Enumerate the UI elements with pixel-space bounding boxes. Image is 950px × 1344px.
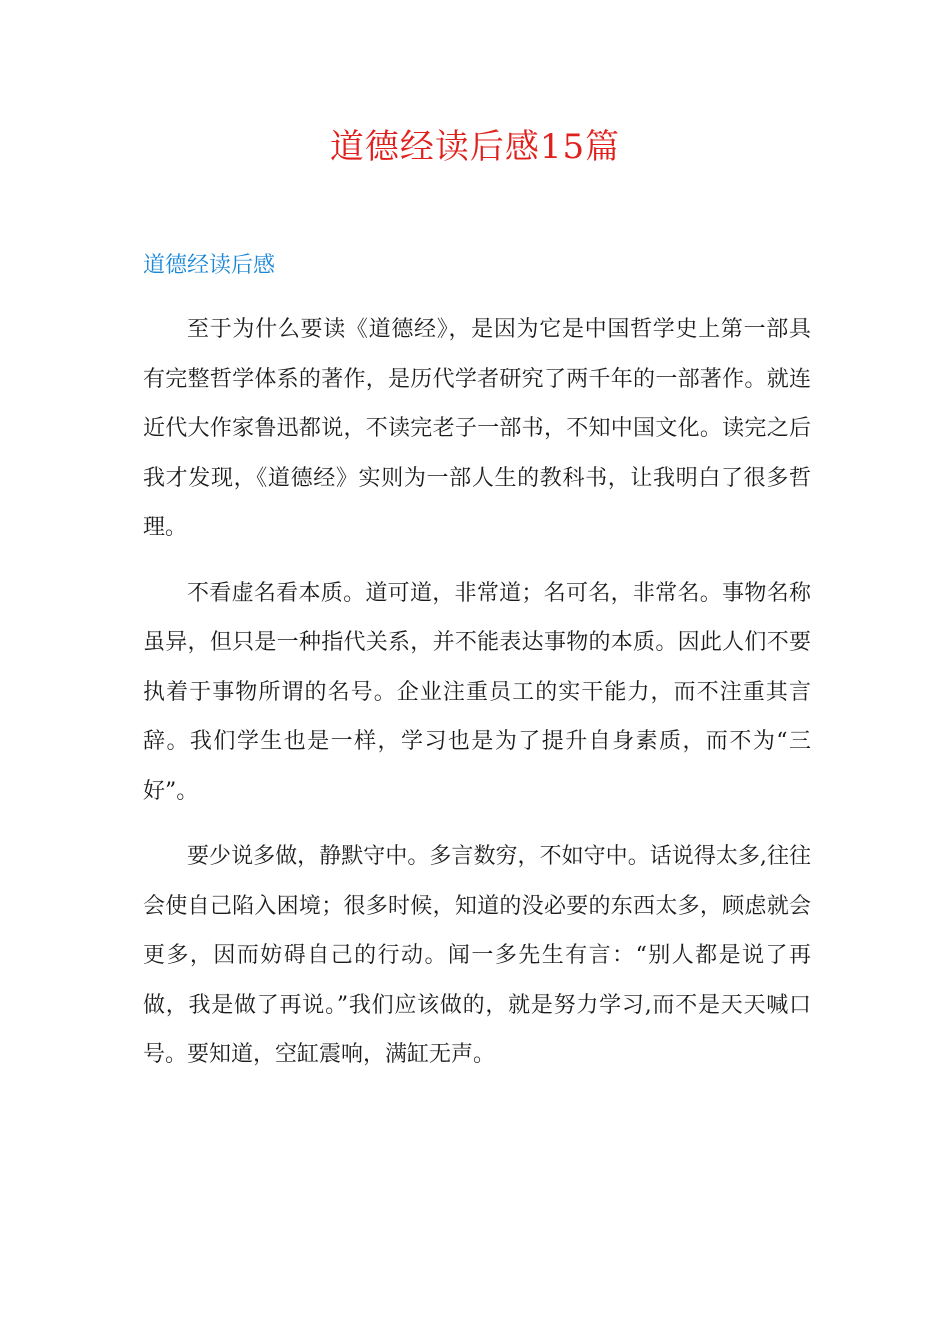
paragraph-1: 至于为什么要读《道德经》，是因为它是中国哲学史上第一部具有完整哲学体系的著作，是历代学者研究了两千年的一部著作。就连近代大作家鲁迅都说，不读完老子一部书，不知中国文化。读完之后我才发现，《道德经》实则为一部人生的教科书，让我明白了很多哲理。 — [143, 317, 811, 540]
document-body — [143, 305, 811, 1096]
document-title: 道德经读后感15篇 — [329, 127, 621, 167]
paragraph-2: 不看虚名看本质。道可道，非常道；名可名，非常名。事物名称虽异，但只是一种指代关系，并不能表达事物的本质。因此人们不要执着于事物所谓的名号。企业注重员工的实干能力，而不注重其言辞。我们学生也是一样，学习也是为了提升自身素质，而不为“三好”。 — [143, 580, 811, 804]
section-heading: 道德经读后感 — [143, 253, 276, 278]
paragraph-3: 要少说多做，静默守中。多言数穷，不如守中。话说得太多,往往会使自己陷入困境；很多时候，知道的没必要的东西太多，顾虑就会更多，因而妨碍自己的行动。闻一多先生有言：“别人都是说了再做，我是做了再说。”我们应该做的，就是努力学习,而不是天天喊口号。要知道，空缸震响，满缸无声。 — [143, 844, 811, 1067]
